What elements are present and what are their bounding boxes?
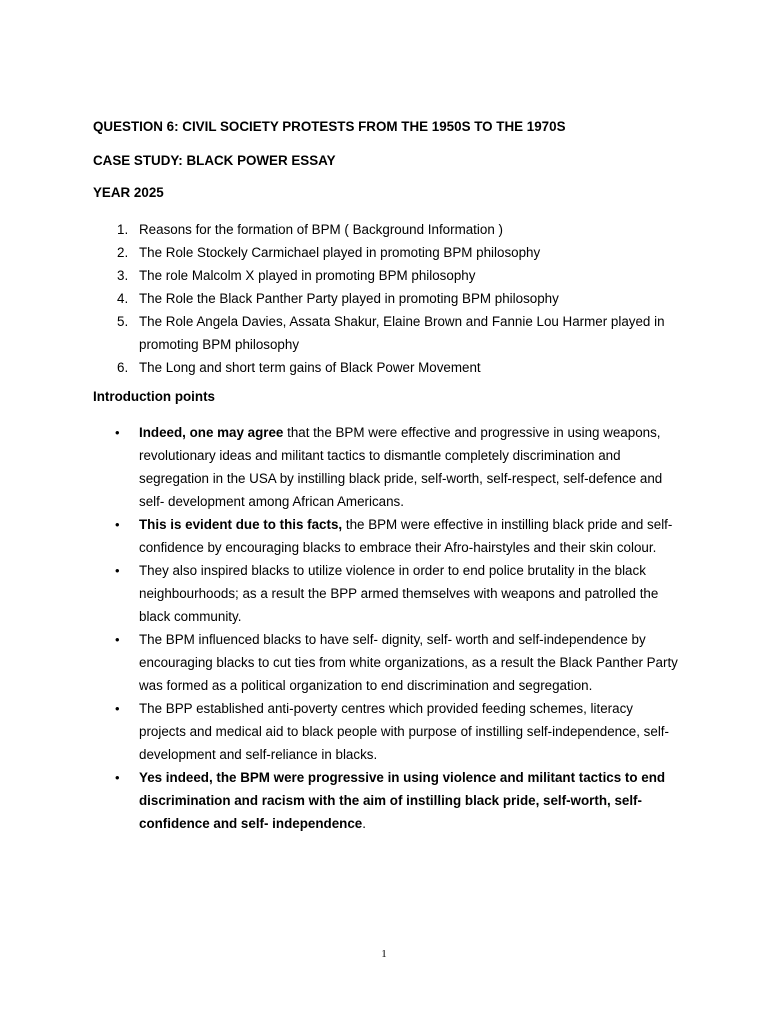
outline-text: The Role Angela Davies, Assata Shakur, Elaine Brown and Fannie Lou Harmer played in promoting BPM philosophy bbox=[139, 314, 665, 352]
outline-item bbox=[93, 310, 693, 356]
outline-number: 1. bbox=[117, 222, 129, 237]
outline-number: 5. bbox=[117, 314, 129, 329]
outline-text: The Long and short term gains of Black Power Movement bbox=[139, 360, 481, 375]
bullet-bold-text: This is evident due to this facts, bbox=[139, 517, 343, 532]
bullet-text: that the BPM were effective and progressive in using weapons, revolutionary ideas and militant tactics to dismantle completely discrimination and segregation in the USA by instilling black pride, self-worth, self-respect, self-defence and self- development among African Americans. bbox=[139, 425, 663, 509]
bullet-text: the BPM were effective in instilling black pride and self- confidence by encouraging blacks to embrace their Afro-hairstyles and their skin colour. bbox=[139, 517, 673, 555]
outline-item bbox=[93, 218, 693, 241]
introduction-heading: Introduction points bbox=[93, 389, 215, 404]
bullet-bold-text: Indeed, one may agree bbox=[139, 425, 284, 440]
bullet-icon: • bbox=[115, 517, 120, 532]
bullet-icon: • bbox=[115, 425, 120, 440]
bullet-icon: • bbox=[115, 701, 120, 716]
outline-text: Reasons for the formation of BPM ( Background Information ) bbox=[139, 222, 503, 237]
bullet-item bbox=[93, 513, 683, 559]
outline-item bbox=[93, 264, 693, 287]
outline-text: The Role Stockely Carmichael played in promoting BPM philosophy bbox=[139, 245, 541, 260]
page-number: 1 bbox=[381, 948, 387, 960]
outline-item bbox=[93, 241, 693, 264]
bullet-text: They also inspired blacks to utilize violence in order to end police brutality in the black neighbourhoods; as a result the BPP armed themselves with weapons and patrolled the black community. bbox=[139, 563, 659, 624]
bullet-icon: • bbox=[115, 770, 120, 785]
essay-outline-list bbox=[93, 218, 693, 379]
bullet-item bbox=[93, 421, 683, 513]
bullet-bold-text: Yes indeed, the BPM were progressive in using violence and militant tactics to end discrimination and racism with the aim of instilling black pride, self-worth, self- confidence and self- independence bbox=[139, 770, 666, 831]
bullet-item bbox=[93, 628, 683, 697]
case-study-heading: CASE STUDY: BLACK POWER ESSAY bbox=[93, 153, 336, 168]
bullet-text: The BPM influenced blacks to have self- dignity, self- worth and self-independence by encouraging blacks to cut ties from white organizations, as a result the Black Panther Party was formed as a political organization to end discrimination and segregation. bbox=[139, 632, 678, 693]
bullet-icon: • bbox=[115, 563, 120, 578]
outline-text: The Role the Black Panther Party played in promoting BPM philosophy bbox=[139, 291, 559, 306]
bullet-item bbox=[93, 697, 683, 766]
bullet-icon: • bbox=[115, 632, 120, 647]
bullet-item bbox=[93, 766, 683, 835]
bullet-text: The BPP established anti-poverty centres which provided feeding schemes, literacy projects and medical aid to black people with purpose of instilling self-independence, self-development and self-reliance in blacks. bbox=[139, 701, 669, 762]
introduction-bullet-list bbox=[93, 421, 683, 835]
outline-text: The role Malcolm X played in promoting BPM philosophy bbox=[139, 268, 476, 283]
outline-number: 4. bbox=[117, 291, 129, 306]
outline-number: 3. bbox=[117, 268, 129, 283]
outline-number: 6. bbox=[117, 360, 129, 375]
bullet-text: . bbox=[362, 816, 366, 831]
bullet-item bbox=[93, 559, 683, 628]
year-heading: YEAR 2025 bbox=[93, 185, 164, 200]
outline-number: 2. bbox=[117, 245, 129, 260]
outline-item bbox=[93, 287, 693, 310]
outline-item bbox=[93, 356, 693, 379]
question-heading: QUESTION 6: CIVIL SOCIETY PROTESTS FROM THE 1950S TO THE 1970S bbox=[93, 119, 566, 134]
